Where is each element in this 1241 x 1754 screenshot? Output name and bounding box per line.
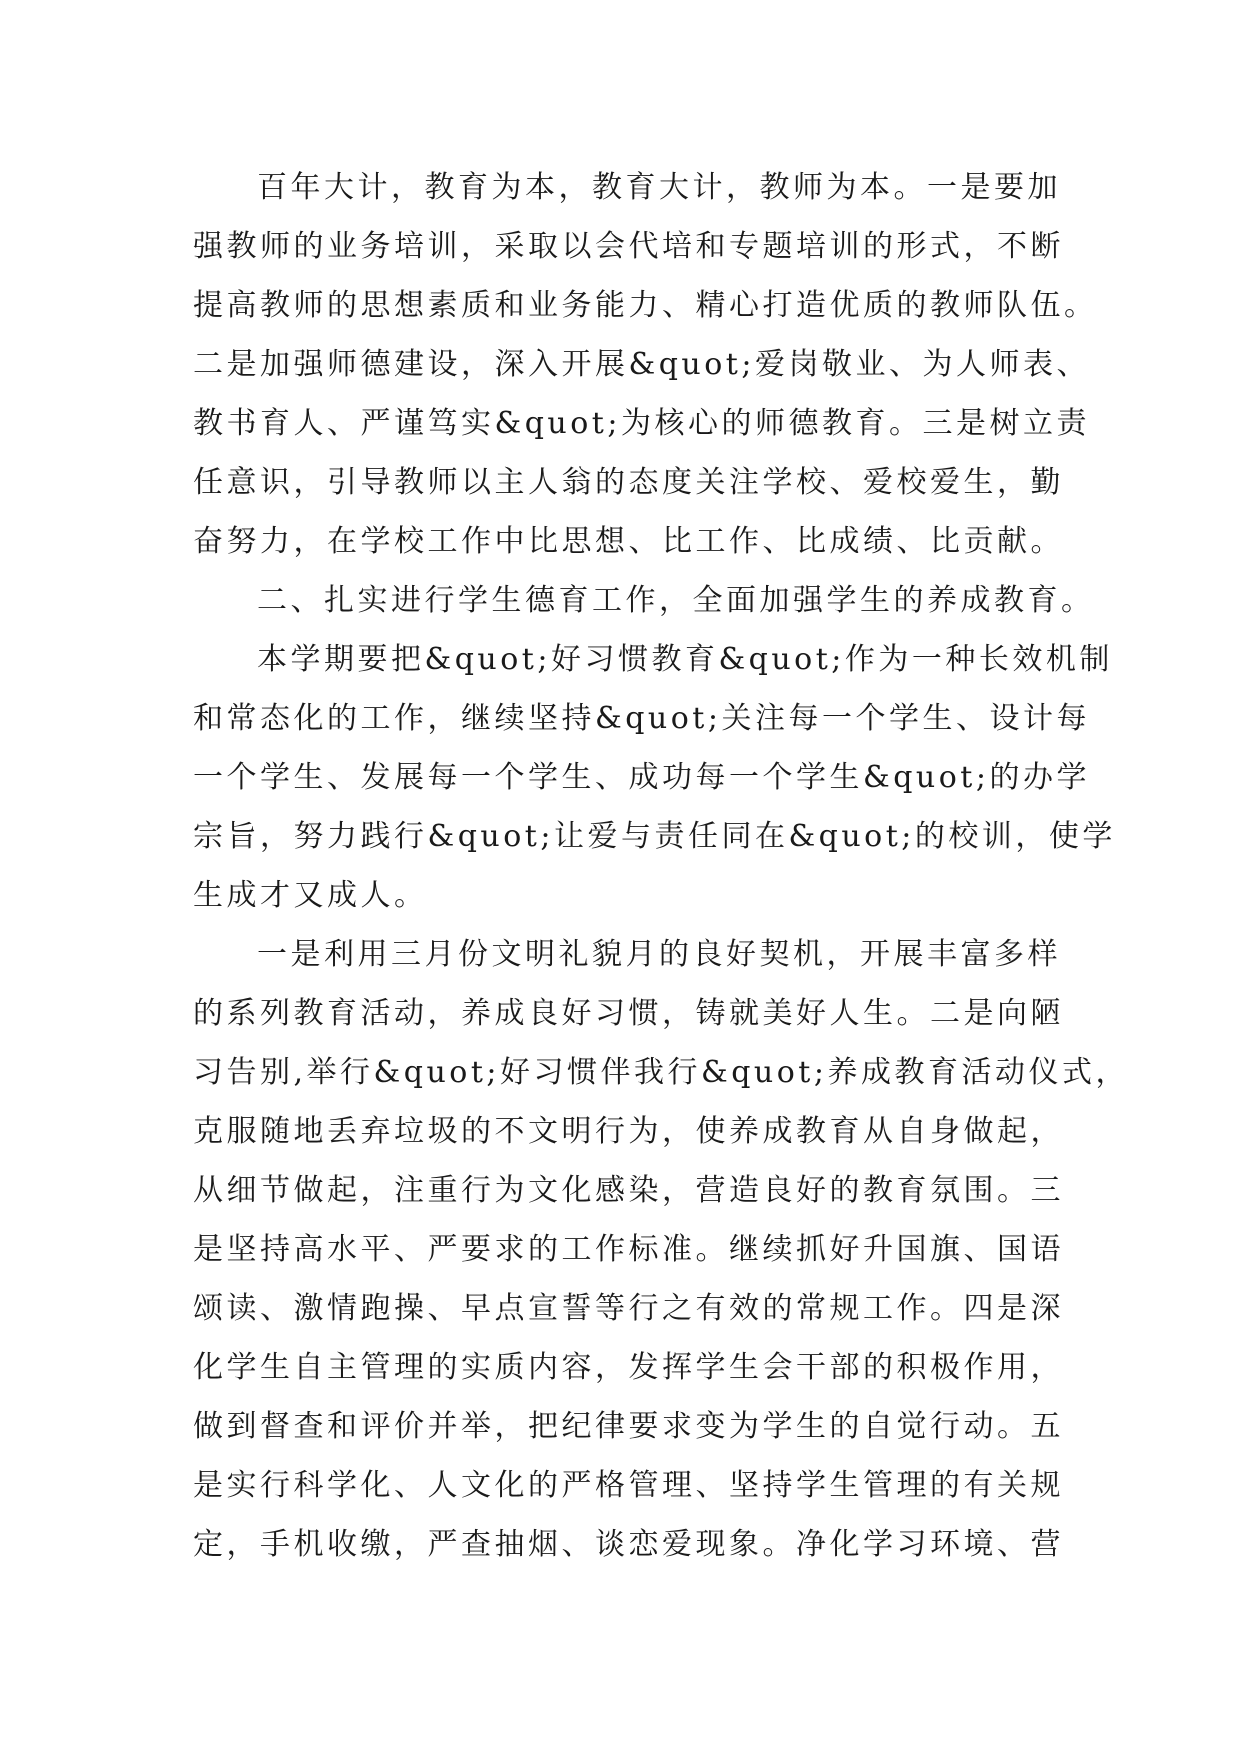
text-line: 奋努力，在学校工作中比思想、比工作、比成绩、比贡献。: [193, 524, 1064, 559]
text-line: 从细节做起，注重行为文化感染，营造良好的教育氛围。三: [193, 1173, 1064, 1208]
text-line: 的系列教育活动，养成良好习惯，铸就美好人生。二是向陋: [193, 996, 1064, 1031]
text-line: 克服随地丢弃垃圾的不文明行为，使养成教育从自身做起，: [193, 1114, 1064, 1149]
paragraph-first-line: 百年大计，教育为本，教育大计，教师为本。一是要加: [257, 170, 1061, 205]
text-line: 任意识，引导教师以主人翁的态度关注学校、爱校爱生，勤: [193, 465, 1064, 500]
text-line: 是实行科学化、人文化的严格管理、坚持学生管理的有关规: [193, 1468, 1064, 1503]
text-line: 颂读、激情跑操、早点宣誓等行之有效的常规工作。四是深: [193, 1291, 1064, 1326]
text-line: 是坚持高水平、严要求的工作标准。继续抓好升国旗、国语: [193, 1232, 1064, 1267]
text-line: 做到督查和评价并举，把纪律要求变为学生的自觉行动。五: [193, 1409, 1064, 1444]
text-line: 提高教师的思想素质和业务能力、精心打造优质的教师队伍。: [193, 288, 1098, 323]
text-line: 化学生自主管理的实质内容，发挥学生会干部的积极作用，: [193, 1350, 1064, 1385]
text-line: 习告别,举行&quot;好习惯伴我行&quot;养成教育活动仪式，: [193, 1055, 1129, 1090]
document-body: [193, 158, 1129, 1574]
text-line: 一个学生、发展每一个学生、成功每一个学生&quot;的办学: [193, 760, 1090, 795]
text-line: 二是加强师德建设，深入开展&quot;爱岗敬业、为人师表、: [193, 347, 1090, 382]
text-line: 强教师的业务培训，采取以会代培和专题培训的形式，不断: [193, 229, 1064, 264]
paragraph-first-line: 二、扎实进行学生德育工作，全面加强学生的养成教育。: [257, 583, 1095, 618]
text-line: 和常态化的工作，继续坚持&quot;关注每一个学生、设计每: [193, 701, 1090, 736]
text-line: 生成才又成人。: [193, 878, 428, 913]
text-line: 宗旨，努力践行&quot;让爱与责任同在&quot;的校训，使学: [193, 819, 1116, 854]
text-line: 教书育人、严谨笃实&quot;为核心的师德教育。三是树立责: [193, 406, 1090, 441]
paragraph-first-line: 一是利用三月份文明礼貌月的良好契机，开展丰富多样: [257, 937, 1061, 972]
text-line: 定，手机收缴，严查抽烟、谈恋爱现象。净化学习环境、营: [193, 1527, 1064, 1562]
paragraph-first-line: 本学期要把&quot;好习惯教育&quot;作为一种长效机制: [257, 642, 1113, 677]
